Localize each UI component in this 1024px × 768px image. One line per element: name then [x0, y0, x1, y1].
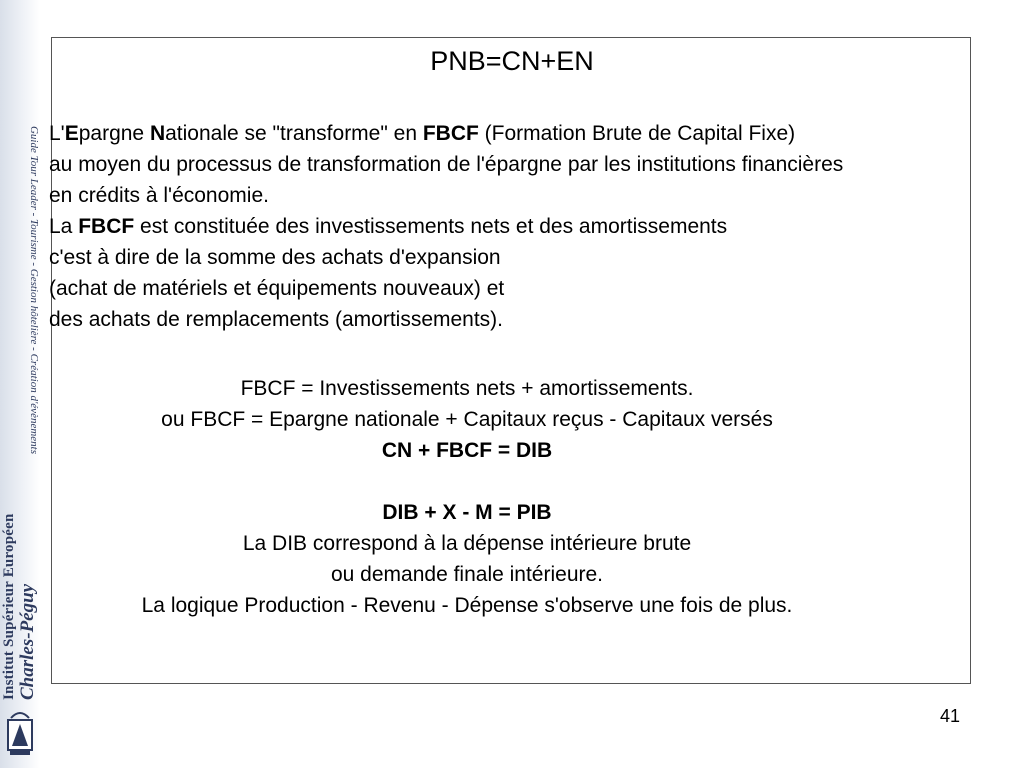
- school-logo-icon: [6, 706, 34, 758]
- sidebar-tagline: Guide Tour Leader - Tourisme - Gestion hôtelière - Création d'évènements: [28, 125, 40, 454]
- text-run: (Formation Brute de Capital Fixe): [478, 122, 796, 145]
- line-2: au moyen du processus de transformation de l'épargne par les institutions financières: [49, 153, 844, 176]
- definition-paragraph: [49, 118, 1019, 335]
- formula-fbcf: FBCF = Investissements nets + amortissements.: [240, 377, 694, 400]
- text-run-bold: E: [64, 122, 79, 145]
- text-run-bold: FBCF: [422, 122, 479, 145]
- text-run: La: [49, 215, 79, 238]
- dib-definition-cont: ou demande finale intérieure.: [330, 563, 603, 586]
- spacer: [0, 466, 934, 497]
- slide-title: [0, 46, 1024, 77]
- line-4: [49, 211, 1019, 242]
- formula-dib-text: CN + FBCF = DIB: [381, 439, 553, 462]
- line-7: des achats de remplacements (amortissements).: [49, 308, 504, 331]
- line-6: (achat de matériels et équipements nouveaux) et: [49, 277, 505, 300]
- page-number: 41: [939, 706, 960, 726]
- formula-pib-text: DIB + X - M = PIB: [382, 501, 552, 524]
- line-5: c'est à dire de la somme des achats d'expansion: [49, 246, 501, 269]
- text-run: est constituée des investissements nets et des amortissements: [134, 215, 728, 238]
- slide-title-text: PNB=CN+EN: [430, 46, 594, 76]
- dib-definition: La DIB correspond à la dépense intérieure brute: [242, 532, 692, 555]
- text-run-bold: N: [149, 122, 166, 145]
- formula-pib: [0, 497, 934, 528]
- text-run: pargne: [78, 122, 150, 145]
- text-run: ationale se "transforme" en: [165, 122, 423, 145]
- text-run: L': [49, 122, 65, 145]
- text-run-bold: FBCF: [78, 215, 135, 238]
- formula-fbcf-alt: ou FBCF = Epargne nationale + Capitaux reçus - Capitaux versés: [161, 408, 773, 431]
- line-3: en crédits à l'économie.: [49, 184, 269, 207]
- line-1: [49, 118, 1019, 149]
- formulas-block: [0, 373, 934, 621]
- school-name-line2: Charles-Péguy: [17, 583, 38, 700]
- conclusion: La logique Production - Revenu - Dépense s'observe une fois de plus.: [141, 594, 793, 617]
- formula-dib: [0, 435, 934, 466]
- school-name-line1: Institut Supérieur Européen: [1, 513, 17, 700]
